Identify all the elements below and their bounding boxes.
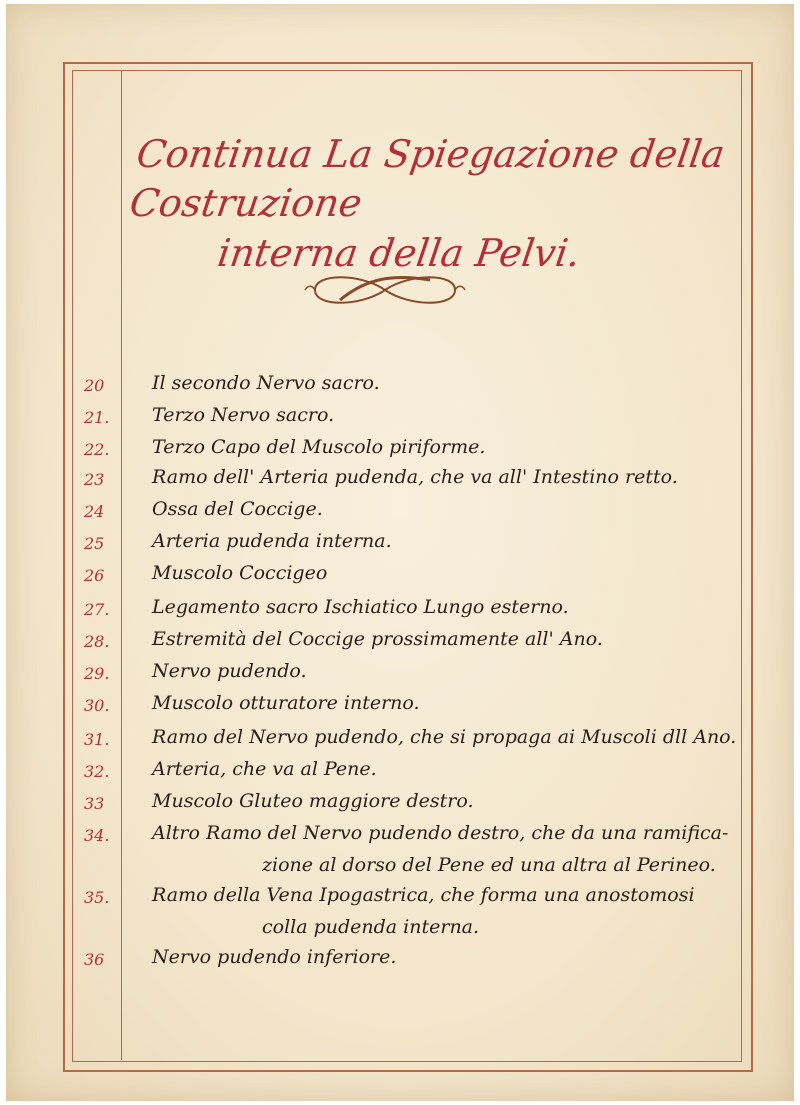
entry-text: Muscolo Gluteo maggiore destro. bbox=[152, 790, 474, 812]
entry-continuation: zione al dorso del Pene ed una altra al Perineo. bbox=[262, 854, 716, 876]
entry-text: Muscolo otturatore interno. bbox=[152, 692, 420, 714]
entry-text: Arteria pudenda interna. bbox=[152, 530, 392, 552]
entry-number: 29. bbox=[84, 664, 110, 683]
entry-text: Ossa del Coccige. bbox=[152, 498, 323, 520]
entry-number: 27. bbox=[84, 600, 110, 619]
title-line-2: interna della Pelvi. bbox=[215, 230, 584, 275]
entry-text: Estremità del Coccige prossimamente all' Ano. bbox=[152, 628, 603, 650]
entry-continuation: colla pudenda interna. bbox=[262, 916, 480, 938]
entry-text: Ramo della Vena Ipogastrica, che forma una anostomosi bbox=[152, 884, 695, 906]
entry-number: 28. bbox=[84, 632, 110, 651]
entry-number: 20 bbox=[84, 376, 105, 395]
entry-text: Ramo dell' Arteria pudenda, che va all' Intestino retto. bbox=[152, 466, 678, 488]
entry-text: Muscolo Coccigeo bbox=[152, 562, 328, 584]
entry-number: 24 bbox=[84, 502, 105, 521]
ornamental-flourish bbox=[300, 265, 470, 315]
entry-number: 35. bbox=[84, 888, 110, 907]
entry-number: 21. bbox=[84, 408, 110, 427]
entry-text: Terzo Nervo sacro. bbox=[152, 404, 335, 426]
entry-text: Nervo pudendo. bbox=[152, 660, 307, 682]
entry-text: Legamento sacro Ischiatico Lungo esterno. bbox=[152, 596, 569, 618]
entry-number: 30. bbox=[84, 696, 110, 715]
entry-text: Altro Ramo del Nervo pudendo destro, che da una ramifica- bbox=[152, 822, 729, 844]
entry-text: Ramo del Nervo pudendo, che si propaga ai Muscoli dll Ano. bbox=[152, 726, 737, 748]
entry-text: Nervo pudendo inferiore. bbox=[152, 946, 397, 968]
entry-text: Arteria, che va al Pene. bbox=[152, 758, 377, 780]
title-line-1: Continua La Spiegazione della Costruzione bbox=[127, 132, 728, 226]
entry-number: 25 bbox=[84, 534, 105, 553]
entry-number: 36 bbox=[84, 950, 105, 969]
entry-number: 23 bbox=[84, 470, 105, 489]
entry-number: 31. bbox=[84, 730, 110, 749]
entry-number: 22. bbox=[84, 440, 110, 459]
entry-number: 32. bbox=[84, 762, 110, 781]
entry-number: 26 bbox=[84, 566, 105, 585]
entry-text: Terzo Capo del Muscolo piriforme. bbox=[152, 436, 486, 458]
page-title bbox=[120, 130, 741, 278]
entry-number: 34. bbox=[84, 826, 110, 845]
entry-number: 33 bbox=[84, 794, 105, 813]
entry-text: Il secondo Nervo sacro. bbox=[152, 372, 380, 394]
